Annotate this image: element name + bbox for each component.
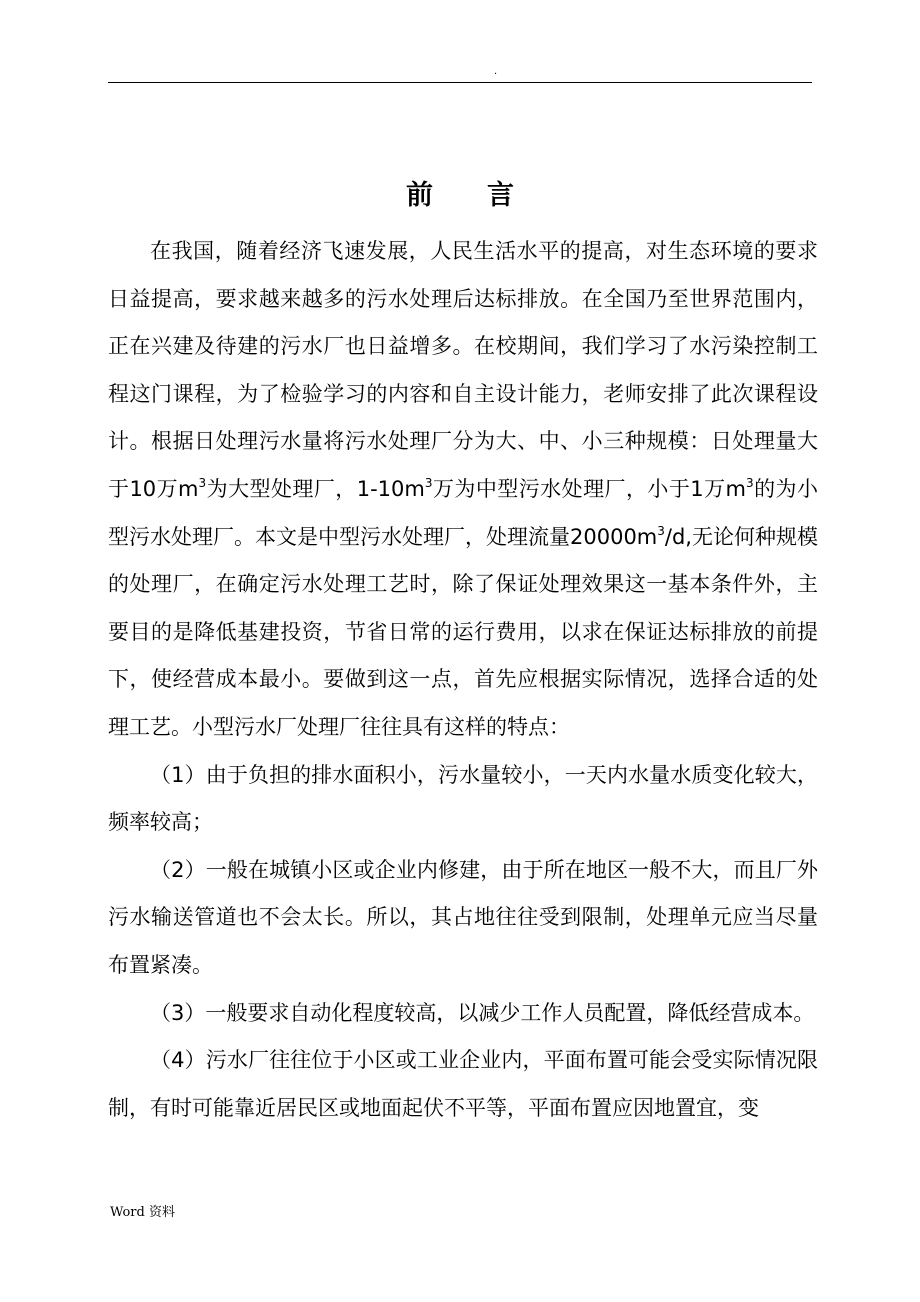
superscript-3: 3 xyxy=(198,475,207,490)
paragraph-point-1 xyxy=(108,752,818,847)
text-run: /d,无论何种规模的处理厂，在确定污水处理工艺时，除了保证处理效果这一基本条件外，主要目的是降低基建投资，节省日常的运行费用，以求在保证达标排放的前提下，使经营成本最小。要做到这一点，首先应根据实际情况，选择合适的处理工艺。小型污水厂处理厂往往具有这样的特点： xyxy=(108,524,818,739)
text-run: 的为小型污水处理厂。本文是中型污水处理厂，处理流量20000m xyxy=(108,476,818,549)
page-title: 前言 xyxy=(406,180,568,211)
text-run: 万为中型污水处理厂，小于1万m xyxy=(432,476,747,501)
footer-label: Word 资料 xyxy=(110,1205,175,1220)
superscript-3: 3 xyxy=(657,523,665,538)
text-run: 在我国，随着经济飞速发展，人民生活水平的提高，对生态环境的要求日益提高，要求越来越多的污水处理后达标排放。在全国乃至世界范围内，正在兴建及待建的污水厂也日益增多。在校期间，我们学习了水污染控制工程这门课程，为了检验学习的内容和自主设计能力，老师安排了此次课程设计。根据日处理污水量将污水处理厂分为大、中、小三种规模：日处理量大于10万m xyxy=(108,239,818,501)
header-rule xyxy=(108,82,812,83)
text-run: （3）一般要求自动化程度较高，以减少工作人员配置，降低经营成本。 xyxy=(150,1000,815,1025)
paragraph-point-4 xyxy=(108,1037,818,1132)
document-body xyxy=(108,228,818,1132)
superscript-3: 3 xyxy=(746,475,754,490)
header-mark: . xyxy=(494,66,498,77)
paragraph-point-3 xyxy=(108,990,818,1038)
paragraph-point-2 xyxy=(108,847,818,990)
text-run: （1）由于负担的排水面积小，污水量较小，一天内水量水质变化较大，频率较高； xyxy=(108,762,818,835)
paragraph-intro xyxy=(108,228,818,752)
text-run: （4）污水厂往往位于小区或工业企业内，平面布置可能会受实际情况限制，有时可能靠近居民区或地面起伏不平等，平面布置应因地置宜，变 xyxy=(108,1048,818,1120)
superscript-3: 3 xyxy=(424,475,433,490)
text-run: （2）一般在城镇小区或企业内修建，由于所在地区一般不大，而且厂外污水输送管道也不会太长。所以，其占地往往受到限制，处理单元应当尽量布置紧凑。 xyxy=(108,857,818,977)
text-run: 为大型处理厂，1-10m xyxy=(206,476,425,501)
